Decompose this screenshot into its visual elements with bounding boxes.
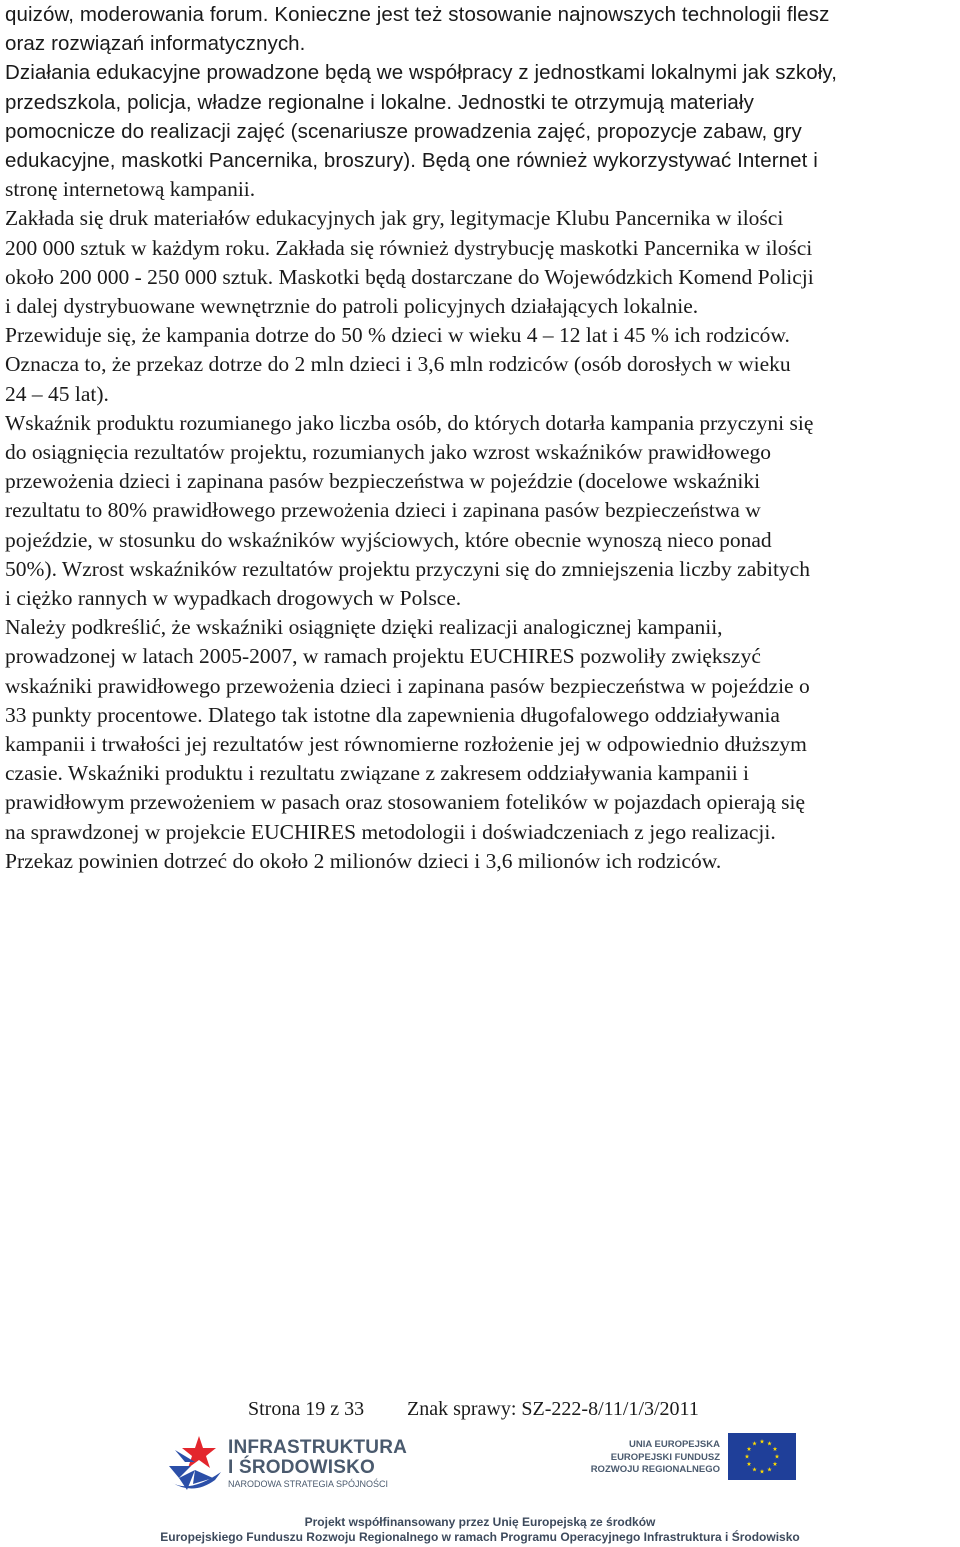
text-line: oraz rozwiązań informatycznych. — [5, 32, 306, 56]
logo-title-line2: I ŚRODOWISKO — [228, 1457, 376, 1478]
eu-logo-line3: ROZWOJU REGIONALNEGO — [590, 1464, 720, 1475]
eu-logo — [590, 1433, 800, 1483]
eu-logo-line2: EUROPEJSKI FUNDUSZ — [610, 1452, 720, 1463]
page-number: Strona 19 z 33 — [248, 1398, 365, 1420]
eu-flag-icon — [728, 1433, 796, 1480]
text-line: na sprawdzonej w projekcie EUCHIRES metodologii i doświadczeniach z jego realizacji. — [5, 819, 776, 844]
infrastructure-logo — [165, 1432, 408, 1494]
text-line: Zakłada się druk materiałów edukacyjnych jak gry, legitymacje Klubu Pancernika w ilości — [5, 206, 784, 231]
text-line: 50%). Wzrost wskaźników rezultatów projektu przyczyni się do zmniejszenia liczby zabitych — [5, 556, 810, 581]
text-line: przewożenia dzieci i zapinana pasów bezpieczeństwa w pojeździe (docelowe wskaźniki — [5, 469, 761, 494]
text-line: rezultatu to 80% prawidłowego przewożenia dzieci i zapinana pasów bezpieczeństwa w — [5, 498, 761, 523]
text-line: prowadzonej w latach 2005-2007, w ramach projektu EUCHIRES pozwoliły zwiększyć — [5, 644, 761, 669]
eu-logo-line1: UNIA EUROPEJSKA — [629, 1439, 720, 1450]
text-line: wskaźniki prawidłowego przewożenia dzieci i zapinana pasów bezpieczeństwa w pojeździe o — [5, 673, 810, 698]
star-arrow-icon — [165, 1432, 227, 1494]
text-line: kampanii i trwałości jej rezultatów jest równomierne rozłożenie jej w odpowiednio dłuższym — [5, 732, 807, 757]
text-line: pomocnicze do realizacji zajęć (scenariusze prowadzenia zajęć, propozycje zabaw, gry — [5, 119, 802, 143]
text-line: pojeździe, w stosunku do wskaźników wyjściowych, które obecnie wynoszą nieco ponad — [5, 527, 772, 552]
logo-title-line1: INFRASTRUKTURA — [228, 1437, 408, 1458]
text-line: Działania edukacyjne prowadzone będą we współpracy z jednostkami lokalnymi jak szkoły, — [5, 61, 838, 85]
text-line: i dalej dystrybuowane wewnętrznie do patroli policyjnych działających lokalnie. — [5, 294, 699, 319]
text-line: i ciężko rannych w wypadkach drogowych w Polsce. — [5, 586, 462, 611]
text-line: 200 000 sztuk w każdym roku. Zakłada się również dystrybucję maskotki Pancernika w ilości — [5, 235, 813, 260]
text-line: Przekaz powinien dotrzeć do około 2 milionów dzieci i 3,6 milionów ich rodziców. — [5, 848, 722, 873]
text-line: quizów, moderowania forum. Konieczne jest też stosowanie najnowszych technologii flesz — [5, 3, 830, 26]
text-line: Oznacza to, że przekaz dotrze do 2 mln dzieci i 3,6 mln rodziców (osób dorosłych w wieku — [5, 352, 791, 377]
text-line: 24 – 45 lat). — [5, 381, 109, 406]
text-line: edukacyjne, maskotki Pancernika, broszury). Będą one również wykorzystywać Internet i — [5, 149, 818, 173]
text-line: 33 punkty procentowe. Dlatego tak istotne dla zapewnienia długofalowego oddziaływania — [5, 702, 780, 727]
text-line: czasie. Wskaźniki produktu i rezultatu związane z zakresem oddziaływania kampanii i — [5, 761, 750, 786]
text-line: prawidłowym przewożeniem w pasach oraz stosowaniem fotelików w pojazdach opierają się — [5, 790, 805, 815]
text-line: do osiągnięcia rezultatów projektu, rozumianych jako wzrost wskaźników prawidłowego — [5, 440, 772, 465]
cofunding-note-line2: Europejskiego Funduszu Rozwoju Regionalnego w ramach Programu Operacyjnego Infrastruktura i Środowisko — [160, 1530, 800, 1544]
text-line: Wskaźnik produktu rozumianego jako liczba osób, do których dotarła kampania przyczyni się — [5, 410, 814, 435]
text-line: Należy podkreślić, że wskaźniki osiągnięte dzięki realizacji analogicznej kampanii, — [5, 615, 723, 640]
text-line: Przewiduje się, że kampania dotrze do 50 % dzieci w wieku 4 – 12 lat i 45 % ich rodziców. — [5, 323, 790, 348]
text-line: przedszkola, policja, władze regionalne i lokalne. Jednostki te otrzymują materiały — [5, 90, 754, 114]
body-text — [5, 0, 957, 876]
logo-tagline: NARODOWA STRATEGIA SPÓJNOŚCI — [228, 1479, 389, 1489]
case-reference: Znak sprawy: SZ-222-8/11/1/3/2011 — [407, 1398, 699, 1420]
text-line: stronę internetową kampanii. — [5, 177, 256, 202]
cofunding-note-line1: Projekt współfinansowany przez Unię Europejską ze środków — [304, 1515, 656, 1529]
text-line: około 200 000 - 250 000 sztuk. Maskotki będą dostarczane do Wojewódzkich Komend Policji — [5, 264, 814, 289]
